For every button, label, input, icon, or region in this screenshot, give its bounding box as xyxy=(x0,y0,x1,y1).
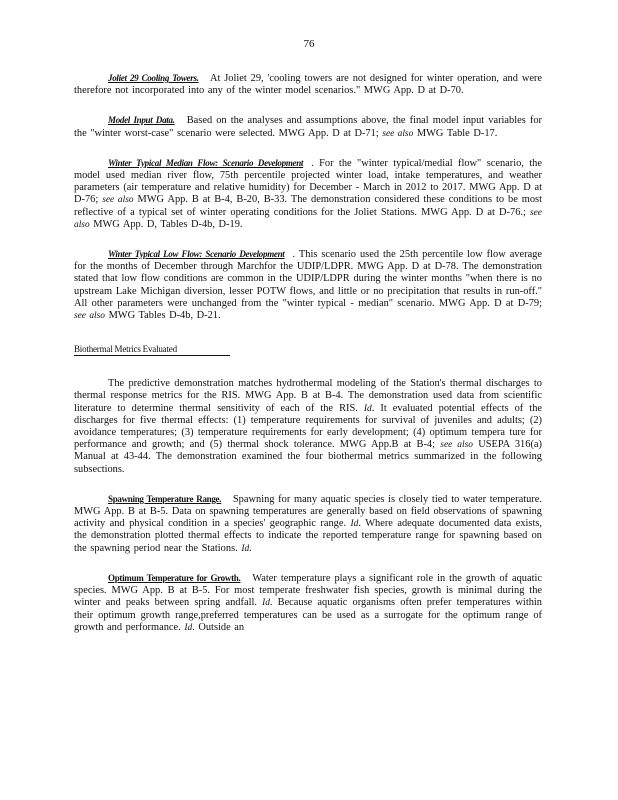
text-growth-c: . Outside an xyxy=(192,621,245,633)
id-citation: Id xyxy=(363,403,372,414)
heading-spawning: Spawning Temperature Range. xyxy=(108,493,222,504)
text-model-input-b: MWG Table D-17. xyxy=(416,127,498,139)
heading-cooling-towers: Joliet 29 Cooling Towers. xyxy=(108,73,199,83)
paragraph-spawning xyxy=(74,493,542,555)
id-citation: Id xyxy=(184,622,193,633)
text-spawning-b: . Where adequate documented data exists, the demonstration plotted thermal effects to indicate the reported temperature range for spawning based on the spawning period near the Stations. xyxy=(74,518,542,554)
heading-low-flow: Winter Typical Low Flow: Scenario Development xyxy=(108,249,285,260)
text-low-flow-a: . This scenario used the 25th percentile low flow average for the months of December through Marchfor the UDIP/LDPR. MWG App. D at D-78. The demonstration stated that low flow conditions are common in the UDIP/LDPR during the winter months "when there is no upstream Lake Michigan diversion, lesser POTW flows, and little or no precipitation that results in run-off." All other parameters were unchanged from the "winter typical - median" scenario. MWG App. D at D-79; xyxy=(74,249,542,309)
see-also-citation: see also xyxy=(102,195,134,206)
page-number: 76 xyxy=(303,38,315,50)
heading-model-input: Model Input Data. xyxy=(108,115,175,126)
paragraph-predictive-demonstration xyxy=(74,378,542,476)
text-body-a: The predictive demonstration matches hydrothermal modeling of the Station's thermal discharges to thermal response metrics for the RIS. MWG App. B at B-4. The demonstration used data from scientific literature to determine thermal sensitivity of each of the RIS. xyxy=(74,378,542,414)
document-body xyxy=(74,72,542,651)
text-model-input-a: Based on the analyses and assumptions above, the final model input variables for the "winter worst-case" scenario were selected. MWG App. D at D-71; xyxy=(74,115,542,139)
text-growth-b: . Because aquatic organisms often prefer temperatures within their optimum growth range,preferred temperatures can be used as a surrogate for the optimum range of growth and performance. xyxy=(74,597,542,633)
paragraph-growth xyxy=(74,572,542,634)
see-also-citation: see also xyxy=(74,207,542,230)
id-citation: Id xyxy=(350,519,359,530)
paragraph-model-input xyxy=(74,114,542,139)
heading-growth: Optimum Temperature for Growth. xyxy=(108,572,241,583)
text-body-b: . It evaluated potential effects of the discharges for five thermal effects: (1) temperature requirements for survival of juveniles and adults; (2) avoidance temperatures; (3) temperature requirements for early development; (4) optimum tempera ture for performance and growth; and (5) thermal shock tolerance. MWG App.B at B-4; xyxy=(74,402,543,451)
id-citation: Id xyxy=(241,543,250,554)
paragraph-cooling-towers xyxy=(74,72,542,97)
see-also-citation: see also xyxy=(382,128,414,139)
text-cooling-towers: At Joliet 29, 'cooling towers are not designed for winter operation, and were therefore not incorporated into any of the winter model scenarios." MWG App. D at D-70. xyxy=(74,73,543,97)
text-median-flow-b: MWG App. B at B-4, B-20, B-33. The demonstration considered these conditions to be most reflective of a typical set of winter operating conditions for the Joliet Stations. MWG App. D at D-76.; xyxy=(74,194,542,218)
see-also-citation: see also xyxy=(440,440,473,451)
text-median-flow-c: MWG App. D, Tables D-4b, D-19. xyxy=(93,218,243,230)
text-body-c: USEPA 316(a) Manual at 43-44. The demonstration examined the four biothermal metrics summarized in the following subsections. xyxy=(74,439,542,475)
paragraph-low-flow xyxy=(74,248,542,322)
paragraph-median-flow xyxy=(74,157,542,231)
text-low-flow-b: MWG Tables D-4b, D-21. xyxy=(108,310,221,322)
text-spawning-c: . xyxy=(249,542,252,554)
heading-median-flow: Winter Typical Median Flow: Scenario Development xyxy=(108,157,304,168)
id-citation: Id xyxy=(262,598,270,609)
see-also-citation: see also xyxy=(74,311,105,322)
text-growth-a: Water temperature plays a significant role in the growth of aquatic species. MWG App. B at B-5. For most temperate freshwater fish species, growth is minimal during the winter and peaks between spring andfall. xyxy=(74,572,542,609)
section-heading-biothermal-metrics: Biothermal Metrics Evaluated xyxy=(74,344,230,356)
text-spawning-a: Spawning for many aquatic species is closely tied to water temperature. MWG App. B at B-5. Data on spawning temperatures are generally based on field observations of spawning activity and physical condition in a species' geographic range. xyxy=(74,493,542,530)
text-median-flow-a: . For the "winter typical/medial flow" scenario, the model used median river flow, 75th percentile projected winter load, intake temperatures, and weather parameters (air temperature and relative humidity) for December - March in 2012 to 2017. MWG App. D at D-76; xyxy=(74,157,542,206)
